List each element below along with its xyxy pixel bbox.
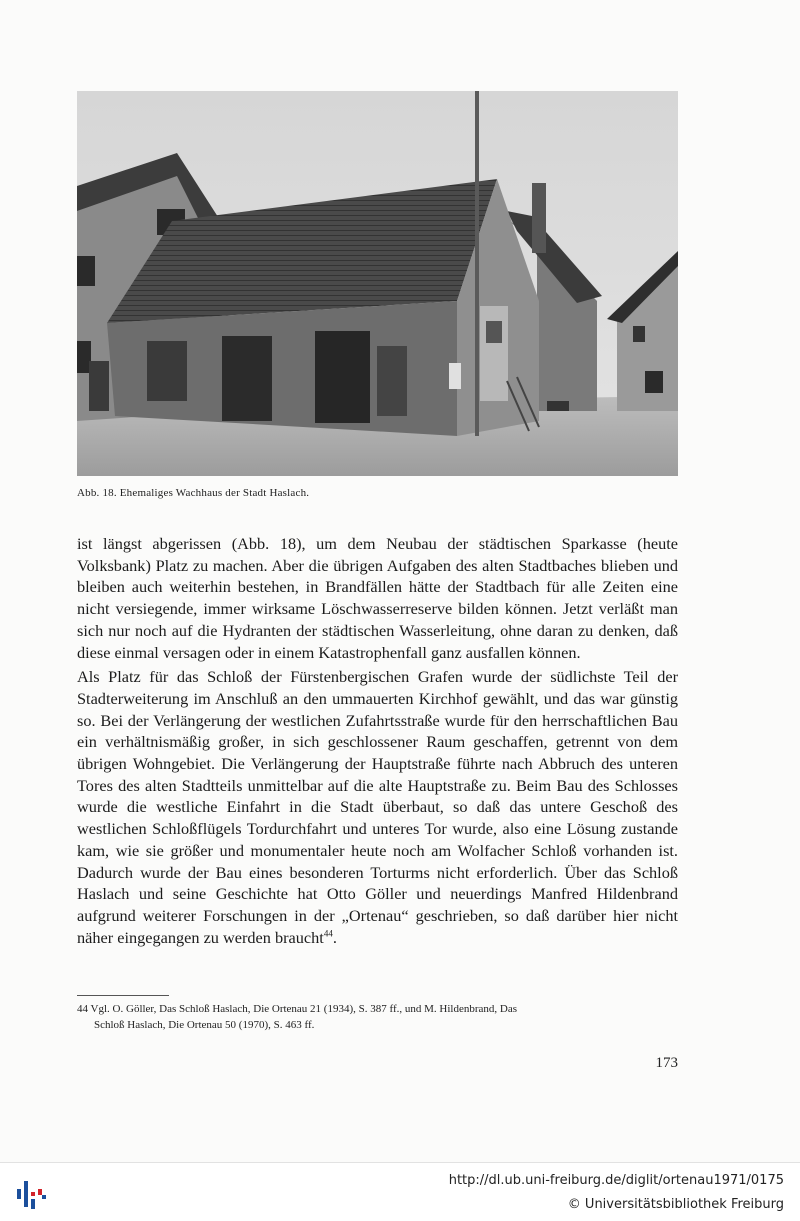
viewer-footer xyxy=(0,1162,800,1221)
footnote-divider xyxy=(77,995,169,996)
ub-freiburg-logo-icon[interactable] xyxy=(12,1175,50,1213)
footnote-reference[interactable]: 44 xyxy=(323,928,333,939)
page-number: 173 xyxy=(655,1055,678,1071)
figure-caption: Abb. 18. Ehemaliges Wachhaus der Stadt Haslach. xyxy=(77,487,310,499)
guardhouse-photo xyxy=(77,91,678,476)
copyright-notice: © Universitätsbibliothek Freiburg xyxy=(567,1197,784,1212)
paragraph-text: Als Platz für das Schloß der Fürstenbergischen Grafen wurde der südlichste Teil der Stadterweiterung im Anschluß an den ummauerten Kirchhof gewählt, und das war günstig so. Bei der Verlängerung der westlichen Zufahrtsstraße wurde für den herrschaftlichen Bau ein verhältnismäßig großer, in sich geschlossener Raum geschaffen, getrennt von dem übrigen Wohngebiet. Die Verlängerung der Hauptstraße führte nach Abbruch des unteren Tores des alten Stadtteils unmittelbar auf die alte Hauptstraße zu. Beim Bau des Schlosses wurde die westliche Einfahrt in die Stadt überbaut, so daß das untere Geschoß des westlichen Schloßflügels Tordurchfahrt und unteres Tor wurde, also eine Lösung zustande kam, wie sie größer und monumentaler heute noch am Wolfacher Schloß vorhanden ist. Dadurch wurde der Bau eines besonderen Torturms nicht erforderlich. Über das Schloß Haslach und seine Geschichte hat Otto Göller und neuerdings Manfred Hildenbrand aufgrund weiterer Forschungen in der „Ortenau“ geschrieben, so daß darüber hier nicht näher eingegangen zu werden braucht xyxy=(77,667,678,947)
paragraph: Als Platz für das Schloß der Fürstenbergischen Grafen wurde der südlichste Teil der Stadterweiterung im Anschluß an den ummauerten Kirchhof gewählt, und das war günstig so. Bei der Verlängerung der westlichen Zufahrtsstraße wurde für den herrschaftlichen Bau ein verhältnismäßig großer, in sich geschlossener Raum geschaffen, getrennt von dem übrigen Wohngebiet. Die Verlängerung der Hauptstraße führte nach Abbruch des unteren Tores des alten Stadtteils unmittelbar auf die alte Hauptstraße zu. Beim Bau des Schlosses wurde die westliche Einfahrt in die Stadt überbaut, so daß das untere Geschoß des westlichen Schloßflügels Tordurchfahrt und unteres Tor wurde, also eine Lösung zustande kam, wie sie größer und monumentaler heute noch am Wolfacher Schloß vorhanden ist. Dadurch wurde der Bau eines besonderen Torturms nicht erforderlich. Über das Schloß Haslach und seine Geschichte hat Otto Göller und neuerdings Manfred Hildenbrand aufgrund weiterer Forschungen in der „Ortenau“ geschrieben, so daß darüber hier nicht näher eingegangen zu werden braucht$^{44}$. xyxy=(77,667,678,947)
document-url-link[interactable]: http://dl.ub.uni-freiburg.de/diglit/ortenau1971/0175 xyxy=(448,1173,784,1188)
body-text xyxy=(77,533,678,948)
footnote xyxy=(77,1001,678,1033)
footnote-line: Schloß Haslach, Die Ortenau 50 (1970), S. 463 ff. xyxy=(94,1019,315,1031)
footnote-line: 44 Vgl. O. Göller, Das Schloß Haslach, Die Ortenau 21 (1934), S. 387 ff., und M. Hildenbrand, Das xyxy=(77,1003,517,1015)
figure-photo xyxy=(77,91,678,476)
paragraph: ist längst abgerissen (Abb. 18), um dem Neubau der städtischen Sparkasse (heute Volksbank) Platz zu machen. Aber die übrigen Aufgaben des alten Stadtbaches blieben und bleiben auch weiterhin bestehen, in Brandfällen hätte der Stadtbach für alle Zeiten eine nicht versiegende, immer wirksame Löschwasserreserve bilden können. Jetzt verläßt man sich nur noch auf die Hydranten der städtischen Wasserleitung, ohne daran zu denken, daß diese einmal versagen oder in einem Katastrophenfall ganz ausfallen können. xyxy=(77,534,678,662)
